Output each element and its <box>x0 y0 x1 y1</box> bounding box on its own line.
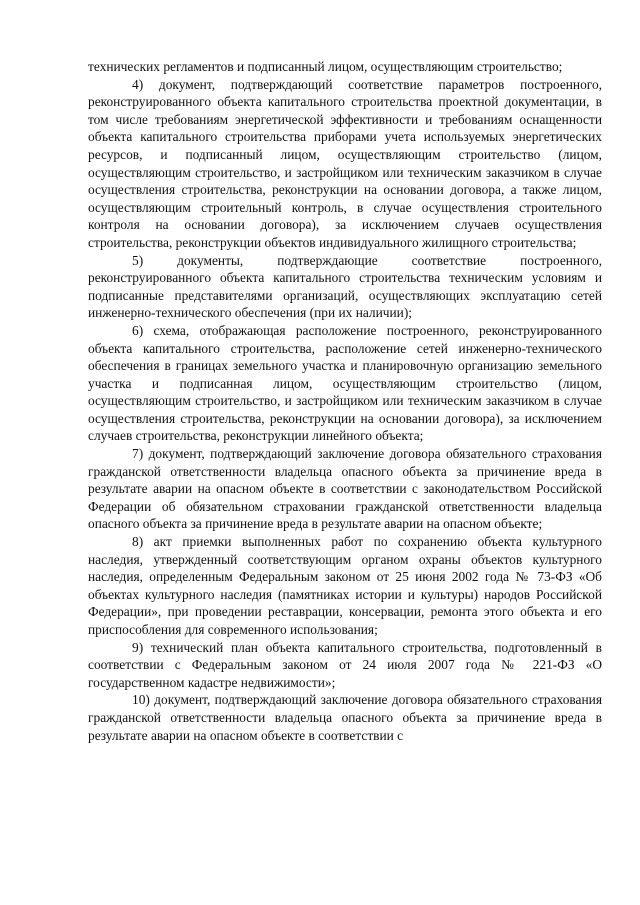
list-item-7: 7) документ, подтверждающий заключение договора обязательного страхования гражданской ответственности владельца опасного объекта за причинение вреда в результате аварии на опасном объекте в соответствии с законодательством Российской Федерации об обязательном страховании гражданской ответственности владельца опасного объекта за причинение вреда в результате аварии на опасном объекте; <box>88 446 602 532</box>
list-item-6: 6) схема, отображающая расположение построенного, реконструированного объекта капитального строительства, расположение сетей инженерно-технического обеспечения в границах земельного участка и планировочную организацию земельного участка и подписанная лицом, осуществляющим строительство (лицом, осуществляющим строительство, и застройщиком или техническим заказчиком в случае осуществления строительства, реконструкции на основании договора), за исключением случаев строительства, реконструкции линейного объекта; <box>88 322 602 444</box>
list-item-5: 5) документы, подтверждающие соответствие построенного, реконструированного объекта капитального строительства техническим условиям и подписанные представителями организаций, осуществляющих эксплуатацию сетей инженерно-технического обеспечения (при их наличии); <box>88 252 602 321</box>
list-item-9: 9) технический план объекта капитального строительства, подготовленный в соответствии с Федеральным законом от 24 июля 2007 года № 221-ФЗ «О государственном кадастре недвижимости»; <box>88 639 602 690</box>
list-item-4: 4) документ, подтверждающий соответствие параметров построенного, реконструированного объекта капитального строительства проектной документации, в том числе требованиям энергетической эффективности и требованиям оснащенности объекта капитального строительства приборами учета используемых энергетических ресурсов, и подписанный лицом, осуществляющим строительство (лицом, осуществляющим строительство, и застройщиком или техническим заказчиком в случае осуществления строительства, реконструкции на основании договора, а также лицом, осуществляющим строительный контроль, в случае осуществления строительного контроля на основании договора), за исключением случаев осуществления строительства, реконструкции объектов индивидуального жилищного строительства; <box>88 76 602 250</box>
list-item-10: 10) документ, подтверждающий заключение договора обязательного страхования гражданской ответственности владельца опасного объекта за причинение вреда в результате аварии на опасном объекте в соответствии с <box>88 692 602 743</box>
paragraph-continuation: технических регламентов и подписанный лицом, осуществляющим строительство; <box>88 59 563 74</box>
document-page <box>88 58 602 744</box>
list-item-8: 8) акт приемки выполненных работ по сохранению объекта культурного наследия, утвержденный соответствующим органом охраны объектов культурного наследия, определенным Федеральным законом от 25 июня 2002 года № 73-ФЗ «Об объектах культурного наследия (памятниках истории и культуры) народов Российской Федерации», при проведении реставрации, консервации, ремонта этого объекта и его приспособления для современного использования; <box>88 534 602 637</box>
